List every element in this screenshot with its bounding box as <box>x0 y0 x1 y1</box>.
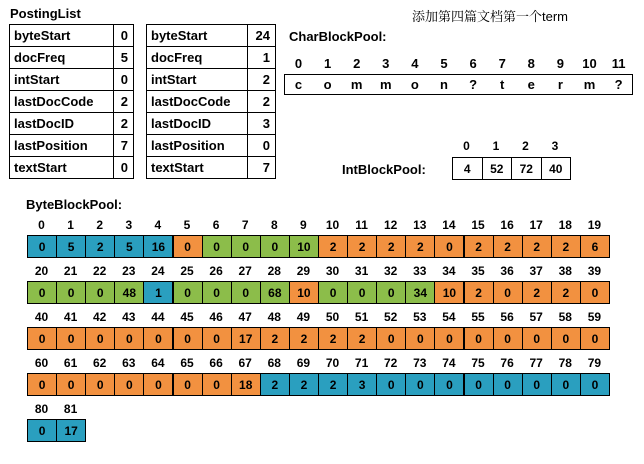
int-pool-index: 2 <box>522 139 529 153</box>
byte-pool-index: 32 <box>384 264 398 278</box>
byte-pool-cell: 2 <box>464 281 494 304</box>
byte-pool-index: 44 <box>151 310 165 324</box>
byte-pool-index: 10 <box>325 218 340 232</box>
byte-pool-index: 17 <box>529 218 543 232</box>
posting-list-row <box>10 157 134 179</box>
byte-pool-index: 70 <box>325 356 340 370</box>
byte-pool-cell: 34 <box>405 281 435 304</box>
byte-pool-cell: 2 <box>551 281 581 304</box>
posting-list-row <box>10 69 134 91</box>
byte-pool-cell: 0 <box>551 327 581 350</box>
byte-pool-cell: 0 <box>493 281 523 304</box>
field-name: lastDocID <box>10 113 114 135</box>
byte-pool-cell: 2 <box>522 235 552 258</box>
byte-pool-cell: 0 <box>85 327 115 350</box>
posting-list-row <box>147 157 276 179</box>
byte-pool-index: 74 <box>442 356 456 370</box>
byte-pool-index: 66 <box>209 356 223 370</box>
char-pool-index: 8 <box>527 56 535 71</box>
byte-pool-index: 75 <box>471 356 485 370</box>
byte-pool-cell: 3 <box>347 373 377 396</box>
byte-pool-cell: 0 <box>434 235 464 258</box>
byte-pool-index: 40 <box>34 310 49 324</box>
char-pool-index: 7 <box>498 56 506 71</box>
byte-pool-index: 2 <box>96 218 104 232</box>
field-name: docFreq <box>10 47 114 69</box>
byte-pool-index: 51 <box>354 310 369 324</box>
byte-pool-index: 71 <box>354 356 369 370</box>
posting-list-title: PostingList <box>10 6 81 21</box>
char-pool-cell: m <box>350 77 363 92</box>
byte-pool-index: 9 <box>300 218 307 232</box>
byte-pool-index: 24 <box>151 264 165 278</box>
byte-pool-cell: 0 <box>27 281 57 304</box>
byte-pool-index: 15 <box>471 218 485 232</box>
byte-pool-cell: 0 <box>376 281 406 304</box>
posting-list-row <box>147 47 276 69</box>
byte-pool-index: 80 <box>34 402 49 416</box>
byte-pool-index: 38 <box>558 264 572 278</box>
char-pool-cell: m <box>380 77 392 92</box>
byte-pool-index: 61 <box>63 356 78 370</box>
byte-pool-cell: 0 <box>173 327 203 350</box>
char-pool-cell: m <box>583 77 596 92</box>
byte-pool-index: 16 <box>500 218 514 232</box>
byte-pool-index: 81 <box>63 402 78 416</box>
byte-pool-index: 31 <box>354 264 369 278</box>
byte-pool-index: 25 <box>180 264 194 278</box>
byte-pool-cell: 0 <box>580 327 610 350</box>
posting-list-row <box>10 113 134 135</box>
byte-pool-index: 7 <box>241 218 249 232</box>
field-value: 0 <box>248 135 276 157</box>
byte-pool-cell: 17 <box>56 419 86 442</box>
byte-pool-index: 27 <box>238 264 252 278</box>
int-block-pool-title: IntBlockPool: <box>342 162 426 177</box>
char-pool-index: 2 <box>353 56 361 71</box>
byte-pool-cell: 2 <box>318 235 348 258</box>
byte-pool-index: 0 <box>38 218 45 232</box>
posting-list-row <box>10 25 134 47</box>
byte-pool-index: 18 <box>558 218 572 232</box>
byte-pool-index: 57 <box>529 310 543 324</box>
posting-list-table-1 <box>9 24 134 179</box>
byte-pool-cell: 17 <box>231 327 261 350</box>
field-value: 7 <box>248 157 276 179</box>
byte-pool-index: 77 <box>529 356 543 370</box>
char-pool-cell: o <box>323 77 332 92</box>
byte-pool-index: 64 <box>151 356 165 370</box>
byte-pool-index: 1 <box>67 218 74 232</box>
byte-pool-index: 20 <box>34 264 49 278</box>
field-name: byteStart <box>10 25 114 47</box>
field-name: textStart <box>10 157 114 179</box>
char-pool-cell: ? <box>469 77 478 92</box>
char-pool-cell: r <box>557 77 563 92</box>
byte-pool-cell: 10 <box>434 281 464 304</box>
int-pool-index: 0 <box>463 139 470 153</box>
posting-list-row <box>10 47 134 69</box>
byte-pool-cell: 10 <box>289 281 319 304</box>
posting-list-table-2 <box>146 24 276 179</box>
byte-pool-cell: 0 <box>231 235 261 258</box>
byte-pool-index: 47 <box>238 310 252 324</box>
byte-pool-index: 76 <box>500 356 514 370</box>
char-pool-cell: n <box>440 77 448 92</box>
byte-pool-index: 62 <box>93 356 107 370</box>
char-pool-cell: c <box>294 77 303 92</box>
char-pool-index: 0 <box>294 56 303 71</box>
field-value: 5 <box>113 47 133 69</box>
byte-pool-cell: 0 <box>434 327 464 350</box>
byte-pool-cell: 6 <box>580 235 610 258</box>
byte-pool-cell: 0 <box>580 373 610 396</box>
byte-pool-index: 45 <box>180 310 194 324</box>
byte-pool-index: 34 <box>442 264 456 278</box>
byte-pool-index: 12 <box>384 218 398 232</box>
byte-pool-cell: 0 <box>464 327 494 350</box>
int-pool-index: 1 <box>492 139 500 153</box>
byte-pool-index: 43 <box>122 310 136 324</box>
byte-pool-index: 21 <box>63 264 78 278</box>
byte-pool-index: 58 <box>558 310 572 324</box>
byte-pool-cell: 2 <box>405 235 435 258</box>
char-pool-index: 10 <box>582 56 597 71</box>
byte-pool-index: 39 <box>587 264 602 278</box>
char-pool-cell: ? <box>614 77 623 92</box>
byte-pool-index: 35 <box>471 264 485 278</box>
byte-pool-cell: 0 <box>202 281 232 304</box>
byte-pool-cell: 2 <box>289 327 319 350</box>
char-pool-index: 11 <box>611 56 626 71</box>
byte-pool-cell: 0 <box>56 327 86 350</box>
byte-pool-cell: 0 <box>376 327 406 350</box>
byte-pool-cell: 2 <box>347 235 377 258</box>
byte-pool-cell: 2 <box>260 373 290 396</box>
field-value: 2 <box>248 69 276 91</box>
byte-pool-index: 13 <box>413 218 427 232</box>
byte-pool-index: 56 <box>500 310 514 324</box>
byte-pool-cell: 0 <box>522 327 552 350</box>
int-pool-cell: 72 <box>511 157 542 180</box>
byte-pool-cell: 0 <box>434 373 464 396</box>
byte-pool-index: 49 <box>296 310 311 324</box>
byte-pool-index: 63 <box>122 356 136 370</box>
byte-pool-index: 41 <box>63 310 78 324</box>
byte-pool-index: 5 <box>183 218 191 232</box>
field-value: 7 <box>113 135 133 157</box>
byte-pool-cell: 1 <box>143 281 173 304</box>
byte-pool-index: 14 <box>442 218 456 232</box>
byte-pool-index: 79 <box>587 356 602 370</box>
byte-pool-cell: 0 <box>318 281 348 304</box>
byte-pool-index: 11 <box>355 218 368 232</box>
int-pool-index: 3 <box>551 139 559 153</box>
byte-pool-index: 4 <box>154 218 162 232</box>
field-name: lastPosition <box>147 135 248 157</box>
posting-list-row <box>147 25 276 47</box>
field-name: intStart <box>10 69 114 91</box>
byte-pool-cell: 16 <box>143 235 173 258</box>
byte-pool-cell: 0 <box>27 235 57 258</box>
byte-pool-index: 68 <box>267 356 281 370</box>
byte-pool-cell: 0 <box>27 373 57 396</box>
int-pool-cell: 4 <box>452 157 483 180</box>
byte-pool-cell: 0 <box>202 373 232 396</box>
byte-pool-index: 55 <box>471 310 485 324</box>
byte-pool-cell: 0 <box>114 373 144 396</box>
byte-pool-cell: 48 <box>114 281 144 304</box>
byte-pool-index: 3 <box>125 218 133 232</box>
byte-pool-cell: 0 <box>376 373 406 396</box>
diagram-caption: 添加第四篇文档第一个term <box>412 9 569 24</box>
byte-pool-index: 54 <box>442 310 456 324</box>
char-pool-index: 4 <box>411 56 419 71</box>
byte-pool-cell: 2 <box>85 235 115 258</box>
byte-pool-index: 26 <box>209 264 223 278</box>
posting-list-row <box>147 91 276 113</box>
byte-pool-index: 42 <box>93 310 107 324</box>
field-name: intStart <box>147 69 248 91</box>
byte-pool-cell: 0 <box>114 327 144 350</box>
byte-pool-cell: 2 <box>260 327 290 350</box>
int-pool-cell: 52 <box>482 157 513 180</box>
char-pool-cell: t <box>500 77 505 92</box>
byte-pool-cell: 2 <box>347 327 377 350</box>
byte-pool-cell: 0 <box>522 373 552 396</box>
byte-pool-cell: 0 <box>56 281 86 304</box>
byte-pool-index: 69 <box>296 356 311 370</box>
byte-pool-index: 50 <box>325 310 340 324</box>
byte-pool-cell: 0 <box>173 373 203 396</box>
byte-pool-cell: 2 <box>493 235 523 258</box>
posting-list-row <box>10 135 134 157</box>
field-value: 24 <box>248 25 276 47</box>
byte-pool-index: 36 <box>500 264 514 278</box>
field-name: lastPosition <box>10 135 114 157</box>
char-pool-index: 1 <box>323 56 332 71</box>
byte-pool-cell: 0 <box>143 327 173 350</box>
byte-pool-cell: 0 <box>85 281 115 304</box>
byte-pool-cell: 0 <box>173 281 203 304</box>
byte-pool-cell: 2 <box>318 373 348 396</box>
field-value: 2 <box>113 91 133 113</box>
byte-pool-cell: 2 <box>289 373 319 396</box>
byte-pool-cell: 0 <box>551 373 581 396</box>
byte-pool-index: 46 <box>209 310 223 324</box>
byte-pool-cell: 0 <box>173 235 203 258</box>
byte-pool-cell: 10 <box>289 235 319 258</box>
byte-pool-index: 6 <box>212 218 220 232</box>
byte-pool-cell: 0 <box>143 373 173 396</box>
byte-pool-index: 60 <box>34 356 49 370</box>
byte-pool-index: 72 <box>384 356 398 370</box>
byte-pool-index: 28 <box>267 264 281 278</box>
char-pool-index: 9 <box>556 56 564 71</box>
byte-pool-cell: 0 <box>347 281 377 304</box>
byte-pool-cell: 0 <box>260 235 290 258</box>
byte-pool-index: 78 <box>558 356 572 370</box>
byte-pool-cell: 5 <box>114 235 144 258</box>
char-pool-index: 3 <box>382 56 390 71</box>
byte-pool-cell: 0 <box>56 373 86 396</box>
byte-pool-index: 67 <box>238 356 252 370</box>
char-pool-cell: o <box>410 77 419 92</box>
field-value: 1 <box>248 47 276 69</box>
byte-pool-index: 53 <box>413 310 427 324</box>
byte-pool-index: 37 <box>529 264 543 278</box>
byte-pool-cell: 0 <box>464 373 494 396</box>
char-block-pool-title: CharBlockPool: <box>289 29 387 44</box>
char-pool-index: 5 <box>440 56 448 71</box>
byte-pool-cell: 0 <box>27 419 57 442</box>
byte-pool-index: 29 <box>296 264 311 278</box>
char-pool-cell: e <box>527 77 535 92</box>
byte-pool-cell: 0 <box>202 327 232 350</box>
byte-pool-cell: 0 <box>85 373 115 396</box>
byte-pool-index: 73 <box>413 356 427 370</box>
byte-pool-index: 30 <box>325 264 340 278</box>
byte-pool-cell: 5 <box>56 235 86 258</box>
field-name: textStart <box>147 157 248 179</box>
byte-pool-cell: 2 <box>551 235 581 258</box>
byte-pool-cell: 68 <box>260 281 290 304</box>
field-value: 0 <box>113 69 133 91</box>
byte-pool-cell: 0 <box>493 327 523 350</box>
byte-pool-index: 59 <box>587 310 602 324</box>
byte-pool-index: 19 <box>587 218 602 232</box>
byte-pool-cell: 2 <box>522 281 552 304</box>
byte-pool-cell: 0 <box>231 281 261 304</box>
field-name: lastDocID <box>147 113 248 135</box>
field-name: docFreq <box>147 47 248 69</box>
posting-list-row <box>147 135 276 157</box>
field-value: 3 <box>248 113 276 135</box>
char-pool-index: 6 <box>469 56 477 71</box>
byte-pool-index: 48 <box>267 310 281 324</box>
field-value: 0 <box>113 157 133 179</box>
byte-pool-index: 65 <box>180 356 194 370</box>
byte-pool-index: 33 <box>413 264 427 278</box>
field-name: byteStart <box>147 25 248 47</box>
byte-pool-cell: 0 <box>405 373 435 396</box>
byte-pool-cell: 0 <box>405 327 435 350</box>
field-value: 2 <box>113 113 133 135</box>
byte-pool-cell: 18 <box>231 373 261 396</box>
field-value: 2 <box>248 91 276 113</box>
int-pool-cell: 40 <box>541 157 572 180</box>
field-name: lastDocCode <box>147 91 248 113</box>
byte-pool-cell: 2 <box>464 235 494 258</box>
byte-pool-index: 23 <box>122 264 136 278</box>
byte-pool-cell: 0 <box>493 373 523 396</box>
posting-list-row <box>147 113 276 135</box>
field-value: 0 <box>113 25 133 47</box>
byte-pool-cell: 0 <box>27 327 57 350</box>
field-name: lastDocCode <box>10 91 114 113</box>
posting-list-row <box>10 91 134 113</box>
byte-pool-index: 52 <box>384 310 398 324</box>
byte-pool-cell: 2 <box>376 235 406 258</box>
byte-pool-cell: 0 <box>202 235 232 258</box>
byte-pool-index: 8 <box>270 218 278 232</box>
byte-pool-index: 22 <box>93 264 107 278</box>
byte-pool-cell: 0 <box>580 281 610 304</box>
byte-block-pool-title: ByteBlockPool: <box>26 197 123 212</box>
byte-pool-cell: 2 <box>318 327 348 350</box>
posting-list-row <box>147 69 276 91</box>
